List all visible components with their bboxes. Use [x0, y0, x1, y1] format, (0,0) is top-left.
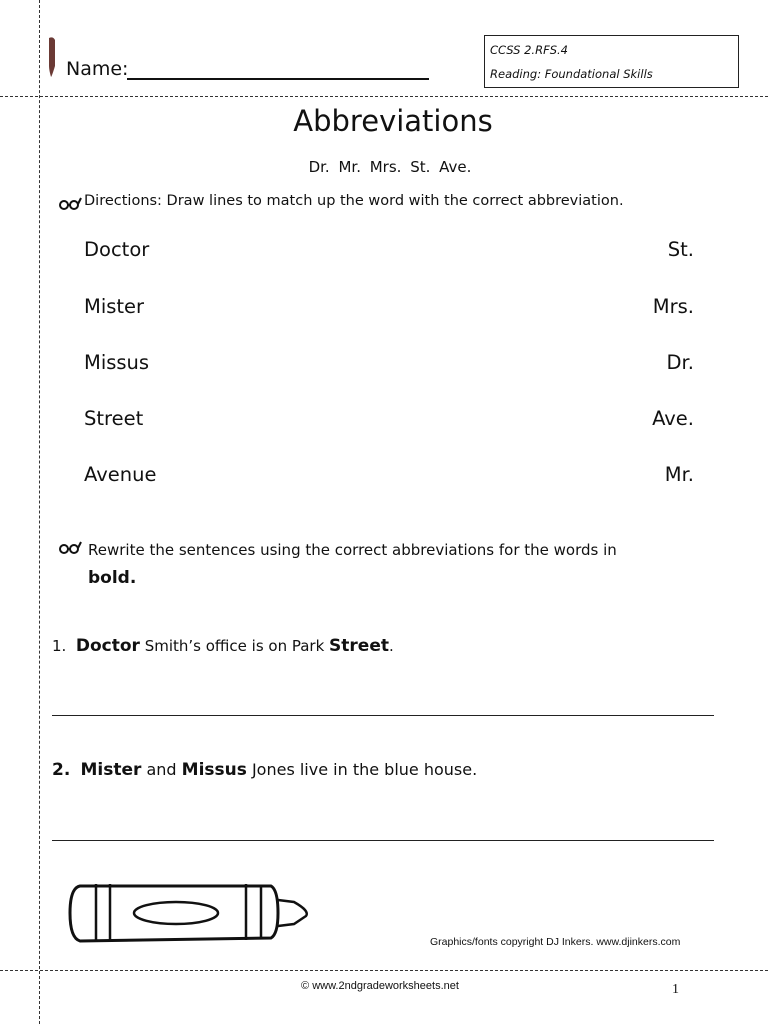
match-word: Doctor	[84, 238, 150, 261]
crayon-icon	[66, 878, 314, 948]
name-input-line[interactable]	[127, 78, 429, 80]
footer-site: © www.2ndgradeworksheets.net	[301, 980, 459, 992]
directions-text: Directions: Draw lines to match up the word with the correct abbreviation.	[84, 193, 624, 209]
page-number: 1	[672, 982, 679, 997]
rewrite-instruction-text: Rewrite the sentences using the correct abbreviations for the words in	[88, 541, 617, 559]
page-title: Abbreviations	[293, 104, 493, 138]
match-abbreviation: Mr.	[664, 463, 694, 486]
pencil-icon	[47, 36, 57, 78]
copyright-text: Graphics/fonts copyright DJ Inkers. www.djinkers.com	[430, 936, 681, 948]
match-word: Street	[84, 407, 144, 430]
sentence-text: Smith’s office is on Park	[139, 637, 330, 655]
left-margin-line	[39, 0, 40, 1024]
bold-word: Mister	[80, 760, 142, 780]
match-abbreviation: St.	[667, 238, 694, 261]
standard-box	[484, 35, 739, 88]
match-abbreviation: Ave.	[652, 407, 694, 430]
abbreviation-bank: Dr. Mr. Mrs. St. Ave.	[308, 158, 472, 176]
glasses-icon	[58, 196, 82, 210]
bold-word: Missus	[181, 760, 247, 780]
standard-code: CCSS 2.RFS.4	[490, 43, 568, 57]
top-divider	[0, 96, 768, 97]
match-word: Missus	[84, 351, 150, 374]
sentence-1	[52, 636, 394, 656]
match-abbreviation: Mrs.	[652, 295, 694, 318]
standard-strand: Reading: Foundational Skills	[490, 67, 653, 81]
sentence-text: and	[141, 760, 182, 779]
glasses-icon	[58, 540, 82, 554]
match-word: Mister	[84, 295, 145, 318]
name-label: Name:	[66, 58, 129, 80]
sentence-text: .	[389, 637, 394, 655]
rewrite-instruction	[88, 536, 708, 592]
sentence-text: Jones live in the blue house.	[246, 760, 478, 779]
match-word: Avenue	[84, 463, 157, 486]
sentence-number: 2.	[52, 760, 71, 780]
bottom-divider	[0, 970, 768, 971]
sentence-number: 1.	[52, 637, 67, 655]
answer-line-2[interactable]	[52, 840, 714, 841]
bold-word: Street	[329, 636, 389, 656]
answer-line-1[interactable]	[52, 715, 714, 716]
match-abbreviation: Dr.	[666, 351, 694, 374]
sentence-2	[52, 760, 477, 780]
rewrite-instruction-bold: bold.	[88, 568, 137, 588]
bold-word: Doctor	[75, 636, 140, 656]
